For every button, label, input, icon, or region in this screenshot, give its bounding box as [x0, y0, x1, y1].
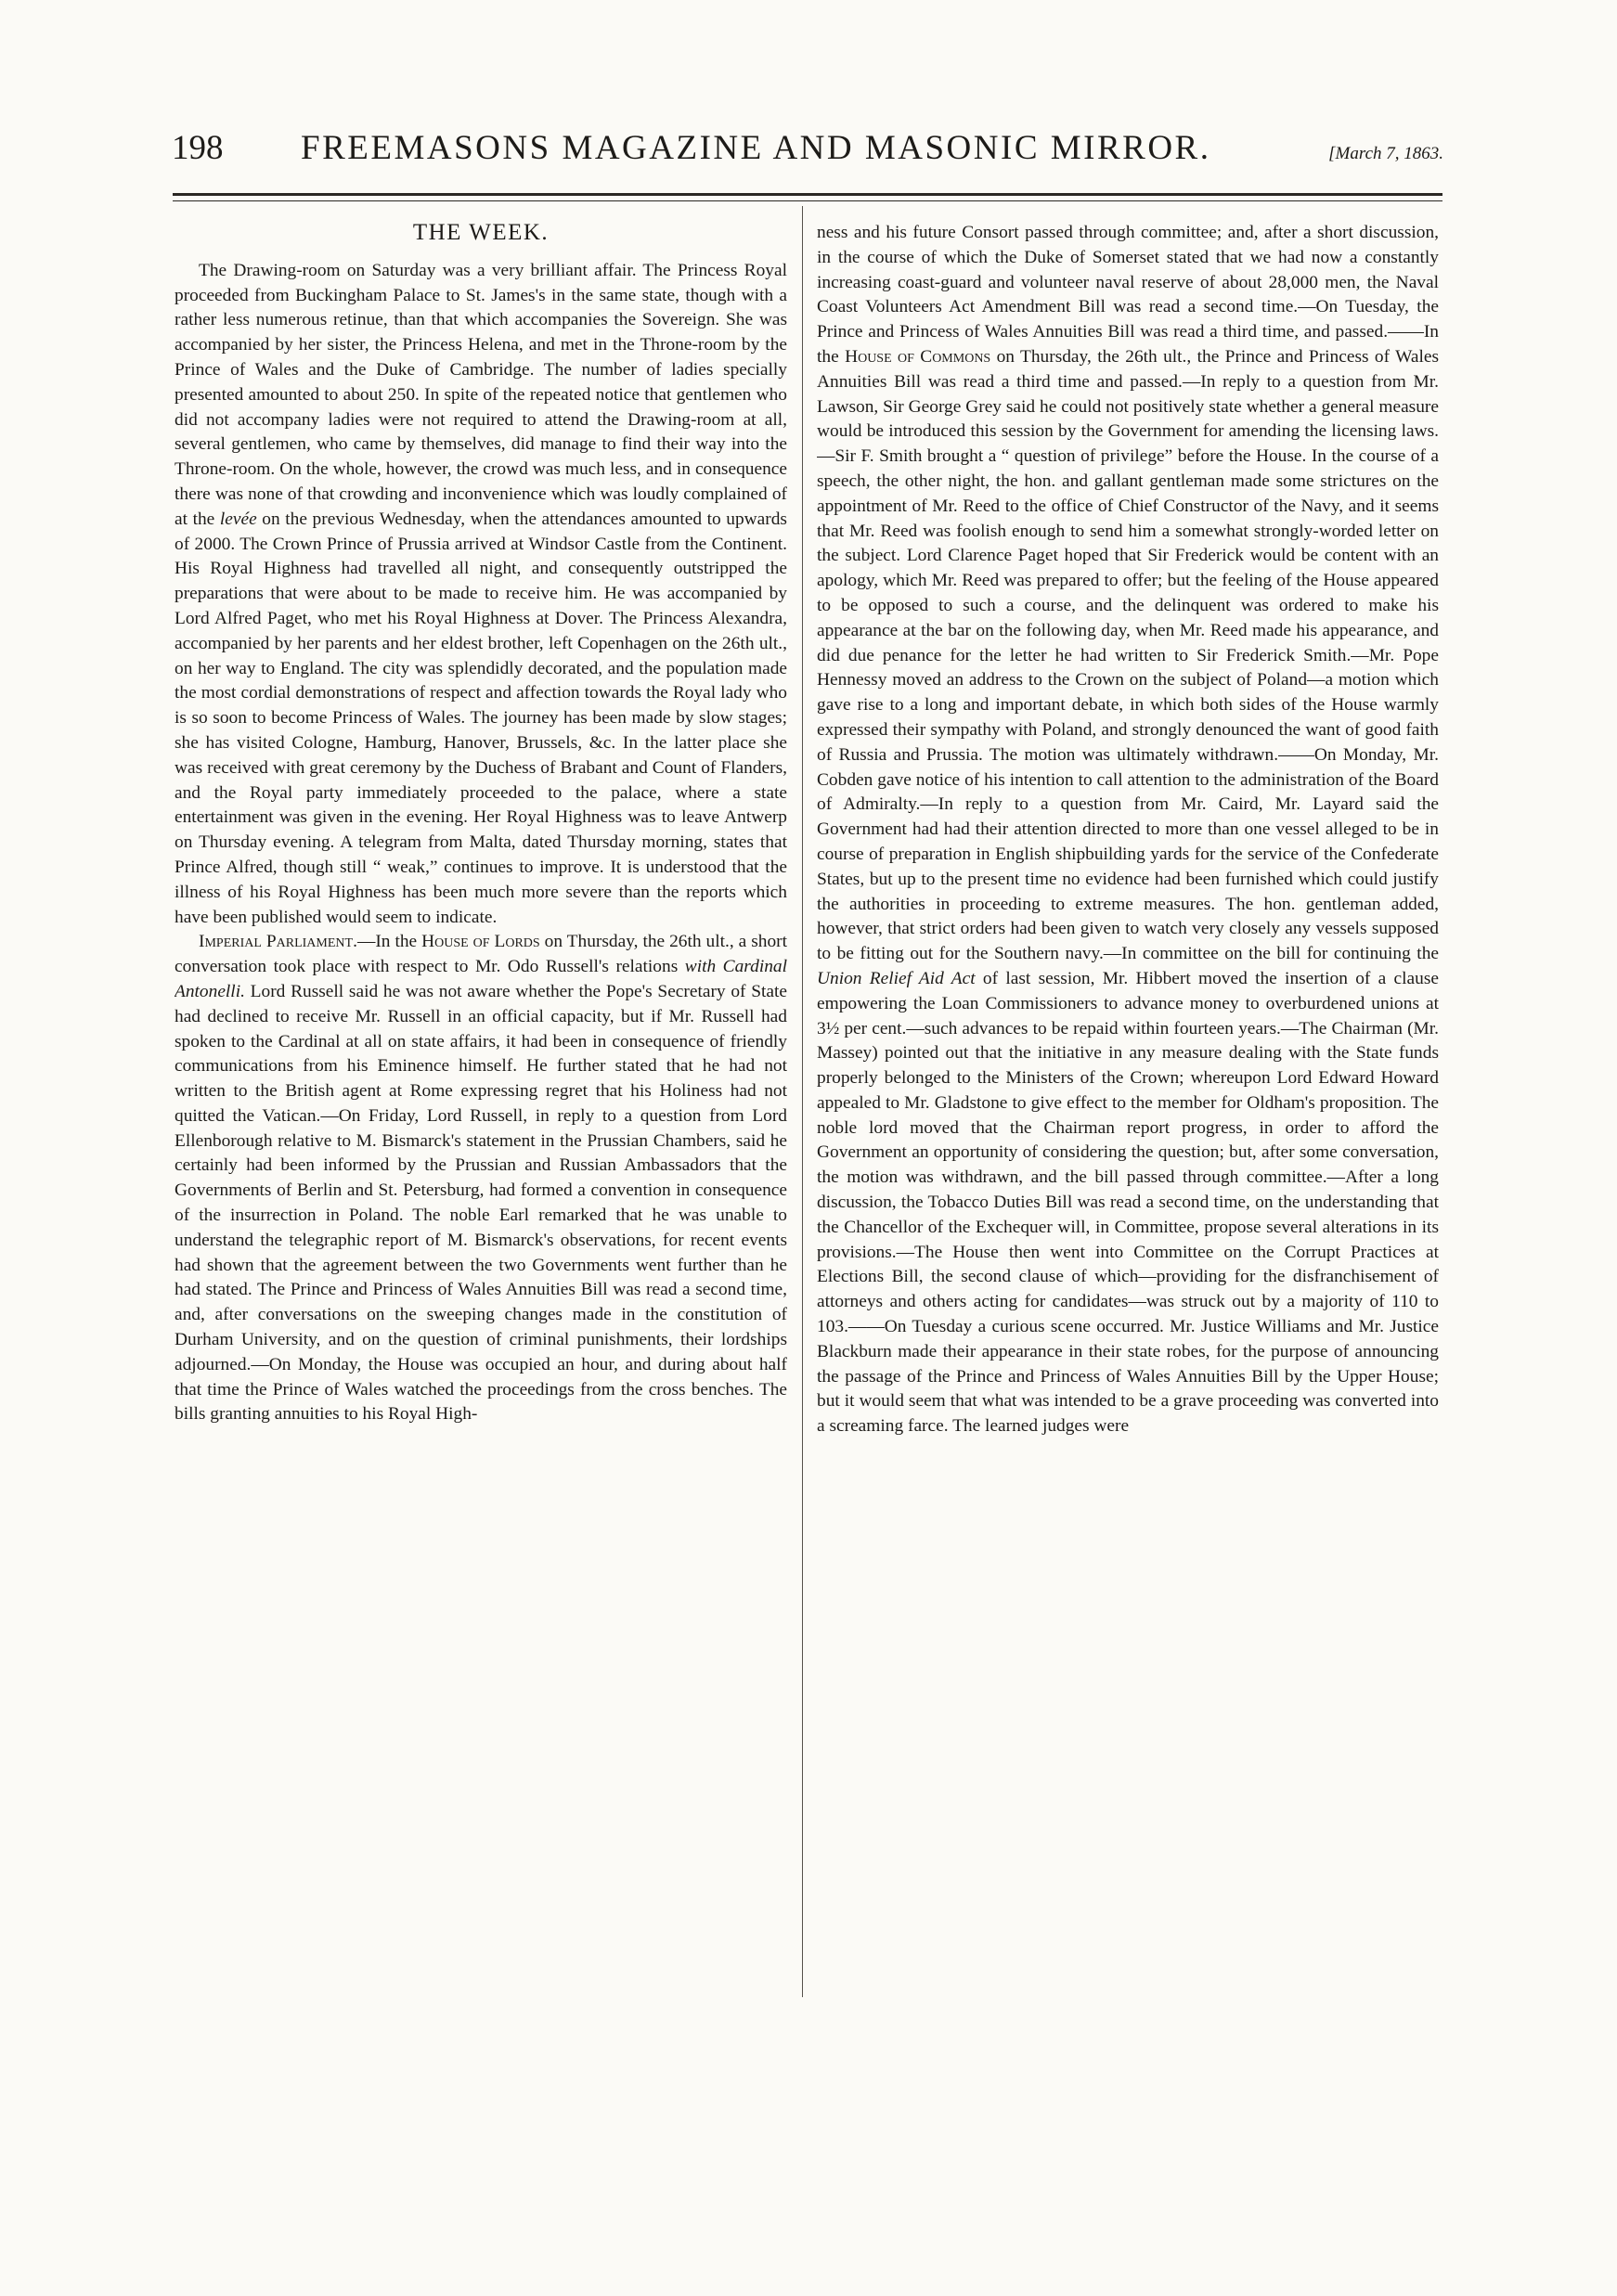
magazine-title: FREEMASONS MAGAZINE AND MASONIC MIRROR. — [301, 129, 1211, 167]
r-text-a: ness and his future Consort passed through committee; and, after a short discussion, in the course of which the Duke of Somerset stated that we had now a constantly increasing coast-guard and volunteer naval reserve of about 28,000 men, the Naval Coast Volunteers Act Amendment Bill was read a second time.—On Tuesday, the Prince and Princess of Wales Annuities Bill was read a third time, and passed.——In the — [817, 223, 1439, 367]
right-column — [817, 221, 1439, 2012]
paragraph-imperial-parliament — [175, 930, 787, 1427]
r-text-c: of last session, Mr. Hibbert moved the insertion of a clause empowering the Loan Commissioners to advance money to overburdened unions at 3½ per cent.—such advances to be repaid within fourteen years.—The Chairman (Mr. Massey) pointed out that the initiative in any measure dealing with the State funds properly belonged to the Ministers of the Crown; whereupon Lord Edward Howard appealed to Mr. Gladstone to give effect to the member for Oldham's proposition. The noble lord moved that the Chairman report progress, in order to afford the Government an opportunity of considering the question; but, after some conversation, the motion was withdrawn, and the bill passed through committee.—After a long discussion, the Tobacco Duties Bill was read a second time, on the understanding that the Chancellor of the Exchequer will, in Committee, propose several alterations in its provisions.—The House then went into Committee on the Corrupt Practices at Elections Bill, the second clause of which—providing for the disfranchisement of attorneys and others acting for candidates—was struck out by a majority of 110 to 103.——On Tuesday a curious scene occurred. Mr. Justice Williams and Mr. Justice Blackburn made their appearance in their state robes, for the purpose of announcing the passage of the Prince and Princess of Wales Annuities Bill by the Upper House; but it would seem that what was intended to be a grave proceeding was converted into a screaming farce. The learned judges were — [817, 968, 1439, 1437]
page-number: 198 — [172, 129, 224, 167]
paragraph-continued — [817, 221, 1439, 1439]
running-header — [172, 128, 1443, 184]
header-rule-thick — [173, 193, 1442, 196]
p1-text: The Drawing-room on Saturday was a very brilliant affair. The Princess Royal proceeded from Buckingham Palace to St. James's in the same state, though with a rather less numerous retinue, than that which accompanies the Sovereign. She was accompanied by her sister, the Princess Helena, and met in the Throne-room by the Prince of Wales and the Duke of Cambridge. The number of ladies specially presented amounted to about 250. In spite of the repeated notice that gentlemen who did not accompany ladies were not required to attend the Drawing-room at all, several gentlemen, who came by themselves, did manage to find their way into the Throne-room. On the whole, however, the crowd was much less, and in consequence there was none of that crowding and inconvenience which was loudly complained of at the — [175, 260, 787, 529]
p1-levee: levée — [219, 509, 257, 529]
left-column — [175, 221, 787, 2012]
p2-cardinal: with Cardinal Antonelli. — [175, 957, 787, 1001]
article-title: THE WEEK. — [412, 221, 550, 245]
issue-date: [March 7, 1863. — [1328, 144, 1443, 163]
p2-text-c: Lord Russell said he was not aware whether the Pope's Secretary of State had declined to receive Mr. Russell in an official capacity, but if Mr. Russell had spoken to the Cardinal at all on state affairs, it had been in consequence of friendly communications from his Eminence himself. He further stated that he had not written to the British agent at Rome expressing regret that his Holiness had not quitted the Vatican.—On Friday, Lord Russell, in reply to a question from Lord Ellenborough relative to M. Bismarck's statement in the Prussian Chambers, said he certainly had been informed by the Prussian and Russian Ambassadors that the Governments of Berlin and St. Petersburg, had formed a convention in consequence of the insurrection in Poland. The noble Earl remarked that he was unable to understand the telegraphic report of M. Bismarck's observations, for recent events had shown that the agreement between the two Governments went further than he had stated. The Prince and Princess of Wales Annuities Bill was read a second time, and, after conversations on the sweeping changes made in the constitution of Durham University, and on the question of criminal punishments, their lordships adjourned.—On Monday, the House was occupied an hour, and during about half that time the Prince of Wales watched the proceedings from the cross benches. The bills granting annuities to his Royal High- — [175, 981, 787, 1425]
p2-text-a: —In the — [356, 932, 418, 952]
p2-text-b: on Thursday, the 26th ult., a short conversation took place with respect to Mr. Odo Russell's relations — [175, 932, 787, 977]
header-rule-thin — [173, 200, 1442, 201]
p1-text-end: on the previous Wednesday, when the attendances amounted to upwards of 2000. The Crown Prince of Prussia arrived at Windsor Castle from the Continent. His Royal Highness had travelled all night, and consequently outstripped the preparations that were about to be made to receive him. He was accompanied by Lord Alfred Paget, who met his Royal Highness at Dover. The Princess Alexandra, accompanied by her parents and her eldest brother, left Copenhagen on the 26th ult., on her way to England. The city was splendidly decorated, and the population made the most cordial demonstrations of respect and affection towards the Royal lady who is so soon to become Princess of Wales. The journey has been made by slow stages; she has visited Cologne, Hamburg, Hanover, Brussels, &c. In the latter place she was received with great ceremony by the Duchess of Brabant and Count of Flanders, and the Royal party immediately proceeded to the palace, where a state entertainment was given in the evening. Her Royal Highness was to leave Antwerp on Thursday evening. A telegram from Malta, dated Thursday morning, states that Prince Alfred, though still “ weak,” continues to improve. It is understood that the illness of his Royal Highness has been much more severe than the reports which have been published would seem to indicate. — [175, 509, 787, 927]
column-divider — [802, 206, 803, 1997]
house-of-lords-label: House of Lords — [421, 932, 540, 952]
section-lead-imperial-parliament: Imperial Parliament. — [199, 932, 357, 952]
r-text-b: on Thursday, the 26th ult., the Prince and Princess of Wales Annuities Bill was read a third time and passed.—In reply to a question from Mr. Lawson, Sir George Grey said he could not positively state whether a general measure would be introduced this session by the Government for amending the licensing laws.—Sir F. Smith brought a “ question of privilege” before the House. In the course of a speech, the other night, the hon. and gallant gentleman made some strictures on the appointment of Mr. Reed to the office of Chief Constructor of the Navy, and it seems that Mr. Reed was foolish enough to send him a somewhat strongly-worded letter on the subject. Lord Clarence Paget hoped that Sir Frederick would be content with an apology, which Mr. Reed was prepared to offer; but the feeling of the House appeared to be opposed to such a course, and the delinquent was ordered to make his appearance at the bar on the following day, when Mr. Reed made his appearance, and did due penance for the letter he had written to Sir Frederick Smith.—Mr. Pope Hennessy moved an address to the Crown on the subject of Poland—a motion which gave rise to a long and important debate, in which both sides of the House warmly expressed their sympathy with Poland, and strongly denounced the want of good faith of Russia and Prussia. The motion was ultimately withdrawn.——On Monday, Mr. Cobden gave notice of his intention to call attention to the administration of the Board of Admiralty.—In reply to a question from Mr. Caird, Mr. Layard said the Government had had their attention directed to more than one vessel alleged to be in course of preparation in English shipbuilding yards for the service of the Confederate States, but up to the present time no evidence had been furnished which could justify the authorities in proceeding to extreme measures. The hon. gentleman added, however, that strict orders had been given to watch very closely any vessels supposed to be fitting out for the Southern navy.—In committee on the bill for continuing the — [817, 346, 1439, 964]
house-of-commons-label: House of Commons — [845, 346, 991, 367]
r-union-act: Union Relief Aid Act — [817, 968, 976, 988]
paragraph-drawing-room — [175, 259, 787, 931]
